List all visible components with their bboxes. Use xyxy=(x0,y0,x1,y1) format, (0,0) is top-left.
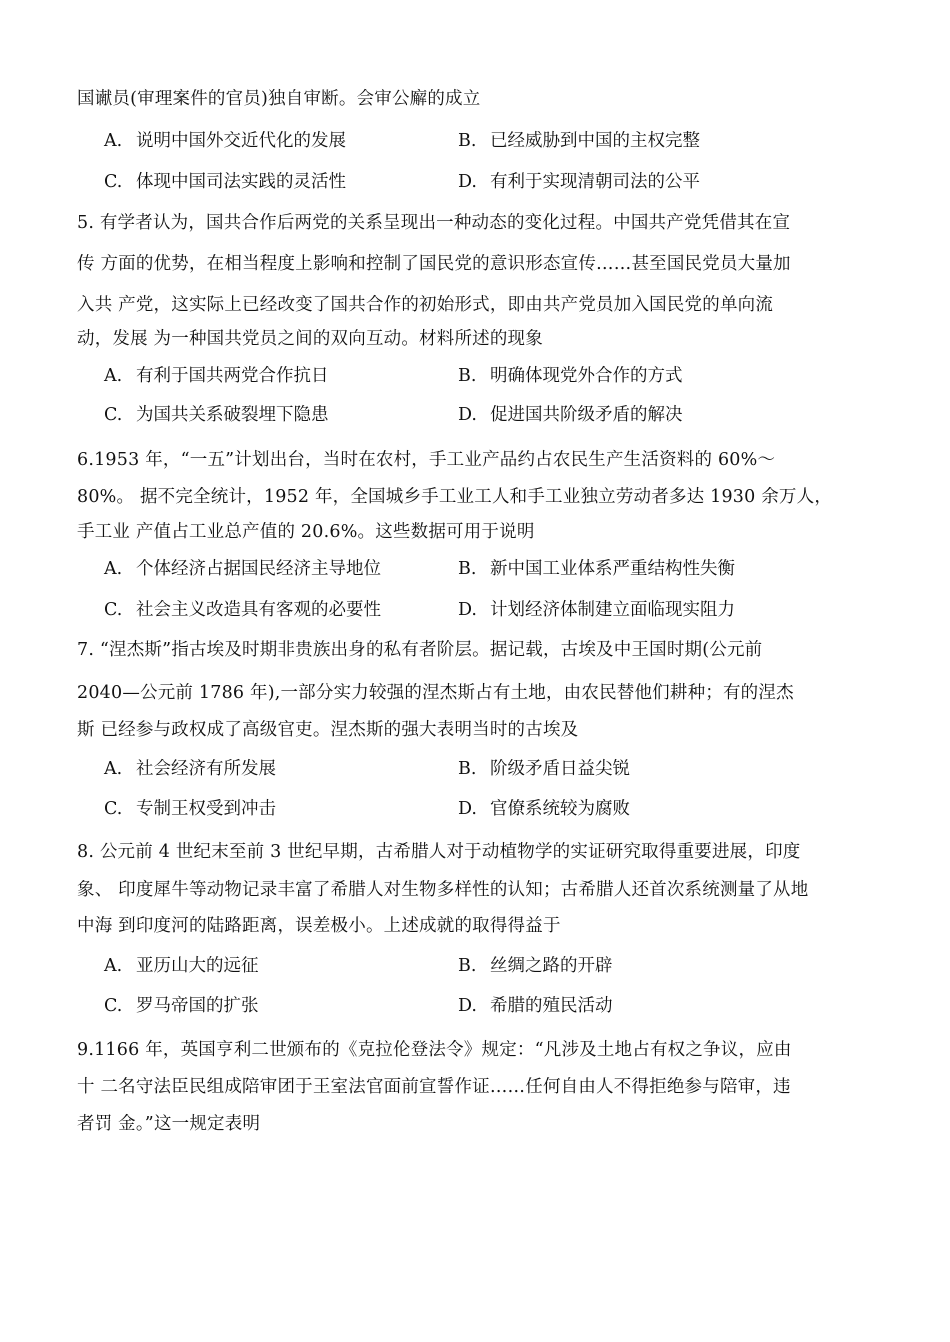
option-text: 说明中国外交近代化的发展 xyxy=(136,131,346,151)
option-text: 计划经济体制建立面临现实阻力 xyxy=(490,600,735,620)
q8-stem-line-1: 8. 公元前 4 世纪末至前 3 世纪早期，古希腊人对于动植物学的实证研究取得重要进展，印度 xyxy=(77,842,801,862)
option-letter: C. xyxy=(104,799,123,819)
q4-option-c xyxy=(104,170,346,194)
option-letter: A. xyxy=(104,956,123,976)
option-text: 希腊的殖民活动 xyxy=(490,996,613,1016)
option-text: 明确体现党外合作的方式 xyxy=(490,366,683,386)
q4-option-b xyxy=(458,129,700,153)
option-text: 专制王权受到冲击 xyxy=(136,799,276,819)
q9-stem-line-2: 十 二名守法臣民组成陪审团于王室法官面前宣誓作证……任何自由人不得拒绝参与陪审，违 xyxy=(77,1077,791,1097)
option-letter: A. xyxy=(104,759,123,779)
option-letter: B. xyxy=(458,956,477,976)
q9-stem-line-3: 者罚 金。”这一规定表明 xyxy=(77,1114,261,1134)
option-text: 丝绸之路的开辟 xyxy=(490,956,613,976)
q7-option-b xyxy=(458,757,630,781)
q5-stem-line-2: 传 方面的优势，在相当程度上影响和控制了国民党的意识形态宣传……甚至国民党员大量加 xyxy=(77,254,791,274)
option-text: 罗马帝国的扩张 xyxy=(136,996,259,1016)
option-text: 新中国工业体系严重结构性失衡 xyxy=(490,559,735,579)
option-text: 促进国共阶级矛盾的解决 xyxy=(490,405,683,425)
q6-option-c xyxy=(104,598,381,622)
q9-stem-line-1: 9.1166 年，英国亨利二世颁布的《克拉伦登法令》规定：“凡涉及土地占有权之争议，应由 xyxy=(77,1040,792,1060)
option-text: 体现中国司法实践的灵活性 xyxy=(136,172,346,192)
q5-stem-line-4: 动，发展 为一种国共党员之间的双向互动。材料所述的现象 xyxy=(77,329,543,349)
q7-stem-line-2: 2040—公元前 1786 年),一部分实力较强的涅杰斯占有土地，由农民替他们耕种；有的涅杰 xyxy=(77,683,794,703)
q8-stem-line-3: 中海 到印度河的陆路距离，误差极小。上述成就的取得得益于 xyxy=(77,916,561,936)
option-letter: C. xyxy=(104,405,123,425)
q5-stem-line-3: 入共 产党，这实际上已经改变了国共合作的初始形式，即由共产党员加入国民党的单向流 xyxy=(77,295,774,315)
q7-stem-line-3: 斯 已经参与政权成了高级官吏。涅杰斯的强大表明当时的古埃及 xyxy=(77,720,579,740)
option-letter: B. xyxy=(458,366,477,386)
q7-option-d xyxy=(458,797,630,821)
option-letter: D. xyxy=(458,405,477,425)
q7-stem-line-1: 7. “涅杰斯”指古埃及时期非贵族出身的私有者阶层。据记载，古埃及中王国时期(公元前 xyxy=(77,640,763,660)
option-letter: A. xyxy=(104,366,123,386)
option-text: 阶级矛盾日益尖锐 xyxy=(490,759,630,779)
q6-option-b xyxy=(458,557,735,581)
option-letter: C. xyxy=(104,172,123,192)
q5-stem-line-1: 5. 有学者认为，国共合作后两党的关系呈现出一种动态的变化过程。中国共产党凭借其在宣 xyxy=(77,213,791,233)
option-letter: A. xyxy=(104,559,123,579)
q6-stem-line-3: 手工业 产值占工业总产值的 20.6%。这些数据可用于说明 xyxy=(77,522,535,542)
option-letter: B. xyxy=(458,131,477,151)
option-text: 社会主义改造具有客观的必要性 xyxy=(136,600,381,620)
option-letter: D. xyxy=(458,600,477,620)
q4-option-a xyxy=(104,129,346,153)
q8-option-a xyxy=(104,954,259,978)
option-letter: D. xyxy=(458,799,477,819)
option-text: 已经威胁到中国的主权完整 xyxy=(490,131,700,151)
option-text: 有利于实现清朝司法的公平 xyxy=(490,172,700,192)
q6-option-d xyxy=(458,598,735,622)
q7-option-a xyxy=(104,757,276,781)
option-text: 社会经济有所发展 xyxy=(136,759,276,779)
q5-option-a xyxy=(104,364,329,388)
option-letter: D. xyxy=(458,996,477,1016)
option-text: 有利于国共两党合作抗日 xyxy=(136,366,329,386)
option-text: 官僚系统较为腐败 xyxy=(490,799,630,819)
q6-stem-line-2: 80%。 据不完全统计，1952 年，全国城乡手工业工人和手工业独立劳动者多达 1930 余万人， xyxy=(77,487,833,507)
q7-option-c xyxy=(104,797,276,821)
q5-option-b xyxy=(458,364,683,388)
option-letter: C. xyxy=(104,600,123,620)
option-letter: A. xyxy=(104,131,123,151)
q8-option-b xyxy=(458,954,613,978)
option-text: 为国共关系破裂埋下隐患 xyxy=(136,405,329,425)
q5-option-c xyxy=(104,403,329,427)
q4-option-d xyxy=(458,170,700,194)
q6-stem-line-1: 6.1953 年，“一五”计划出台，当时在农村，手工业产品约占农民生产生活资料的 60%～ xyxy=(77,450,776,470)
option-text: 个体经济占据国民经济主导地位 xyxy=(136,559,381,579)
option-letter: C. xyxy=(104,996,123,1016)
q8-stem-line-2: 象、 印度犀牛等动物记录丰富了希腊人对生物多样性的认知；古希腊人还首次系统测量了从地 xyxy=(77,880,809,900)
q4-stem-tail: 国谳员(审理案件的官员)独自审断。会审公廨的成立 xyxy=(77,89,481,109)
q8-option-d xyxy=(458,994,613,1018)
q6-option-a xyxy=(104,557,381,581)
option-text: 亚历山大的远征 xyxy=(136,956,259,976)
option-letter: D. xyxy=(458,172,477,192)
option-letter: B. xyxy=(458,759,477,779)
option-letter: B. xyxy=(458,559,477,579)
q8-option-c xyxy=(104,994,259,1018)
q5-option-d xyxy=(458,403,683,427)
